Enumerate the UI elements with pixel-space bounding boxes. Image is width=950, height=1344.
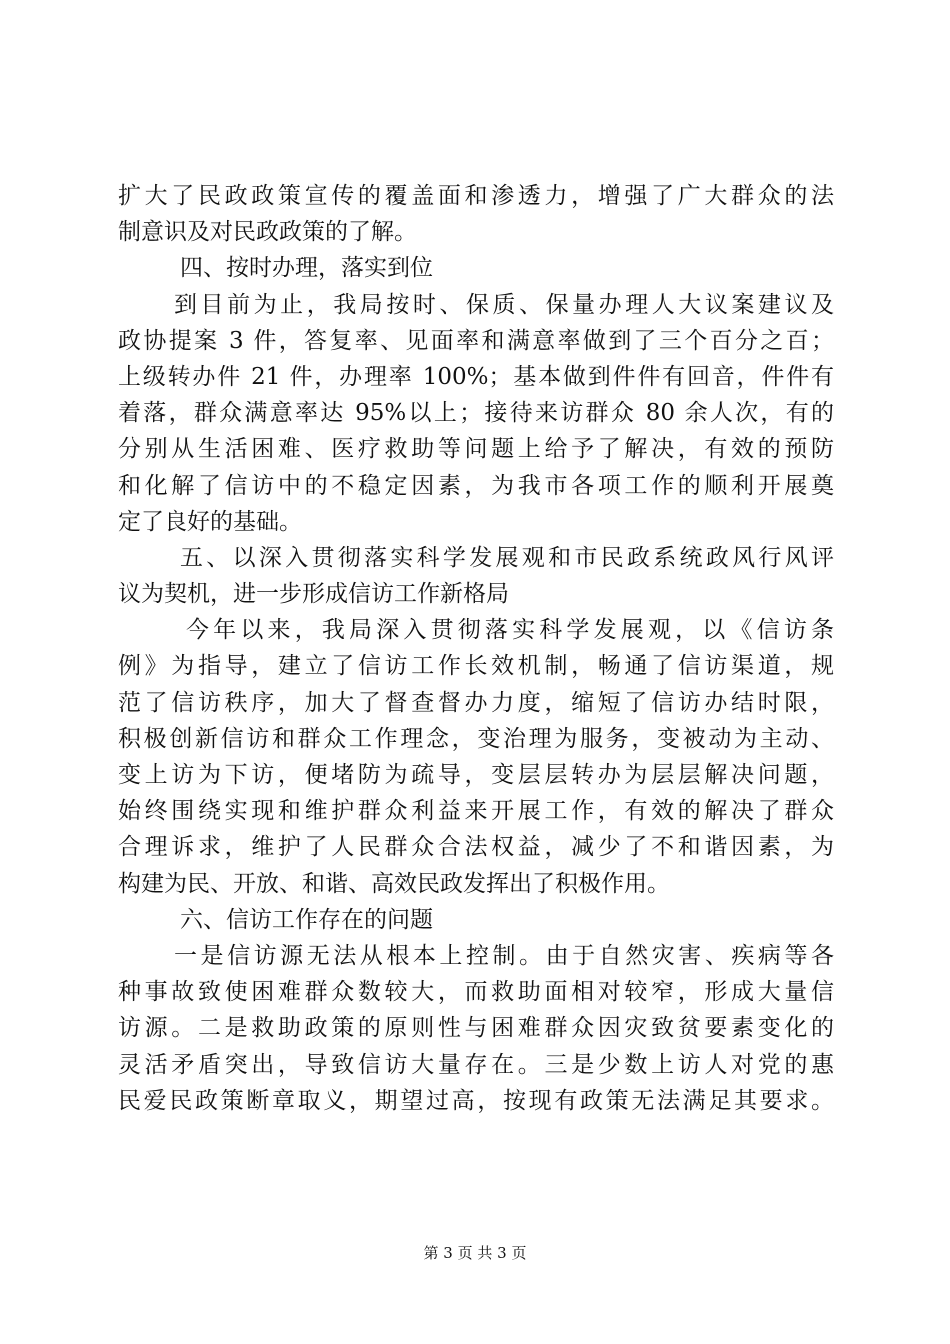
text-line: 今年以来，我局深入贯彻落实科学发展观，以《信访条 (186, 617, 834, 644)
text-line: 到目前为止，我局按时、保质、保量办理人大议案建议及 (174, 291, 834, 318)
text-line: 上级转办件 21 件，办理率 100%；基本做到件件有回音，件件有 (118, 363, 834, 390)
text-line: 积极创新信访和群众工作理念，变治理为服务，变被动为主动、 (118, 725, 834, 752)
text-line: 和化解了信访中的不稳定因素，为我市各项工作的顺利开展奠 (118, 472, 834, 499)
section-heading: 五、以深入贯彻落实科学发展观和市民政系统政风行风评 (180, 544, 834, 571)
text-line: 访源。二是救助政策的原则性与困难群众因灾致贫要素变化的 (118, 1015, 834, 1042)
text-line: 变上访为下访，便堵防为疏导，变层层转办为层层解决问题， (118, 762, 834, 788)
text-line: 灵活矛盾突出，导致信访大量存在。三是少数上访人对党的惠 (118, 1051, 834, 1078)
section-heading: 四、按时办理，落实到位 (180, 255, 433, 282)
text-line: 始终围绕实现和维护群众利益来开展工作，有效的解决了群众 (118, 798, 834, 825)
text-line: 范了信访秩序，加大了督查督办力度，缩短了信访办结时限， (118, 689, 834, 716)
text-line: 民爱民政策断章取义，期望过高，按现有政策无法满足其要求。 (118, 1087, 834, 1114)
document-body (118, 178, 834, 1119)
text-line: 制意识及对民政政策的了解。 (118, 219, 417, 246)
text-line: 种事故致使困难群众数较大，而救助面相对较窄，形成大量信 (118, 979, 834, 1006)
page-number-footer: 第 3 页 共 3 页 (423, 1244, 527, 1262)
text-line: 例》为指导，建立了信访工作长效机制，畅通了信访渠道，规 (118, 653, 834, 680)
text-line: 扩大了民政政策宣传的覆盖面和渗透力，增强了广大群众的法 (118, 183, 834, 209)
text-line: 一是信访源无法从根本上控制。由于自然灾害、疾病等各 (174, 942, 834, 969)
text-line: 构建为民、开放、和谐、高效民政发挥出了积极作用。 (118, 870, 670, 897)
text-line: 着落，群众满意率达 95%以上；接待来访群众 80 余人次，有的 (118, 400, 834, 427)
text-line: 政协提案 3 件，答复率、见面率和满意率做到了三个百分之百； (118, 327, 834, 354)
text-line: 分别从生活困难、医疗救助等问题上给予了解决，有效的预防 (118, 436, 834, 463)
text-line: 合理诉求，维护了人民群众合法权益，减少了不和谐因素，为 (118, 834, 834, 861)
section-heading: 六、信访工作存在的问题 (180, 906, 433, 933)
text-line: 定了良好的基础。 (118, 508, 302, 535)
section-heading: 议为契机，进一步形成信访工作新格局 (118, 581, 509, 608)
